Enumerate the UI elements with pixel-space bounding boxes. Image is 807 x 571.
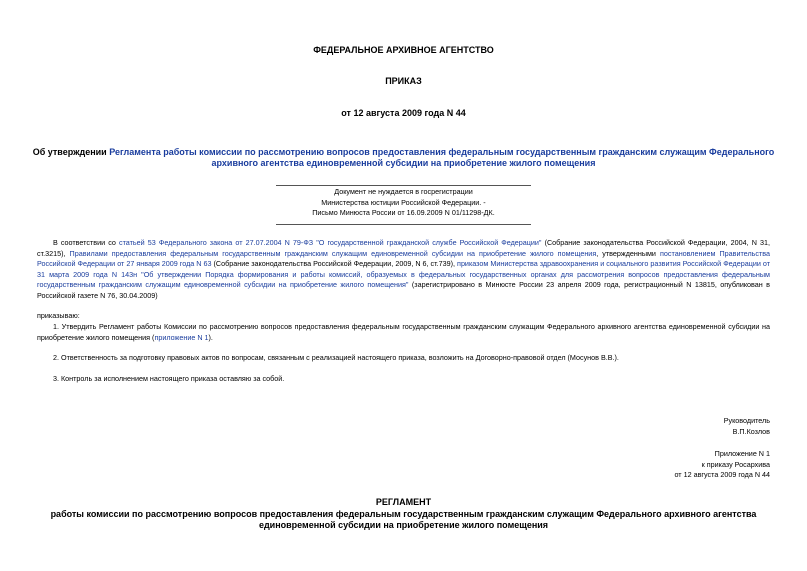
order-item-text: 1. Утвердить Регламент работы Комиссии по рассмотрению вопросов предоставления федеральным государственным гражданским служащим Федерального архивного агентства единовременной субсидии на приобретение жилого помещения ( [37, 322, 770, 342]
order-item-1 [37, 322, 770, 343]
preamble-text: , утвержденными [596, 248, 660, 258]
title-prefix: Об утверждении [32, 147, 110, 157]
order-item-3: 3. Контроль за исполнением настоящего приказа оставляю за собой. [53, 374, 285, 383]
preamble-text: (зарегистрировано в Минюсте России 23 апреля 2009 года, регистрационный N 13815, опубликован в Российской газете N 76, 30.04.2009) [37, 280, 770, 300]
appendix-ref-line: от 12 августа 2009 года N 44 [674, 470, 770, 479]
signature-block [724, 416, 770, 437]
preamble-text: В соответствии со [53, 238, 119, 247]
preamble-text: (Собрание законодательства Российской Федерации, 2004, N 31, ст.3215), [37, 238, 770, 258]
law-article-link[interactable]: статьей 53 Федерального закона от 27.07.2004 N 79-ФЗ "О государственной гражданской службе Российской Федерации" [118, 238, 542, 247]
order-word: приказываю: [37, 311, 80, 320]
agency-name: ФЕДЕРАЛЬНОЕ АРХИВНОЕ АГЕНТСТВО [313, 45, 494, 55]
signature-name: В.П.Козлов [732, 426, 770, 436]
regulation-heading: РЕГЛАМЕНТ [375, 497, 432, 507]
doc-date-number: от 12 августа 2009 года N 44 [341, 108, 466, 118]
registration-note-line: Документ не нуждается в госрегистрации [334, 187, 473, 196]
order-item-text: ). [208, 332, 213, 342]
doc-type: ПРИКАЗ [385, 76, 422, 86]
registration-note [0, 187, 807, 219]
government-decree-link[interactable]: постановлением Правительства Российской Федерации от 27 января 2009 года N 63 [37, 248, 771, 268]
registration-note-line: Письмо Минюста России от 16.09.2009 N 01/11298-ДК. [312, 208, 495, 217]
appendix-ref-line: к приказу Росархива [701, 459, 770, 469]
doc-title [30, 147, 777, 169]
ministry-order-link[interactable]: приказом Министерства здравоохранения и социального развития Российской Федерации от 31 марта 2009 года N 143н "Об утверждении Порядка формирования и работы комиссий, образуемых в федеральных государственных органах для рассмотрения вопросов предоставления федеральным государственным гражданским служащим единовременной субсидии на приобретение жилого помещения" [37, 259, 771, 289]
appendix-reference [674, 449, 770, 481]
order-item-2: 2. Ответственность за подготовку правовых актов по вопросам, связанным с реализацией настоящего приказа, возложить на Договорно-правовой отдел (Мосунов В.В.). [53, 353, 619, 362]
title-regulation-link[interactable]: Регламента работы комиссии по рассмотрению вопросов предоставления федеральным государственным гражданским служащим Федерального архивного агентства единовременной субсидии на приобретение жилого помещения [109, 147, 775, 168]
appendix-link[interactable]: приложение N 1 [154, 332, 209, 342]
preamble-paragraph [37, 238, 770, 301]
divider-bottom [276, 224, 531, 225]
registration-note-line: Министерства юстиции Российской Федерации. - [321, 197, 486, 207]
regulation-subtitle: работы комиссии по рассмотрению вопросов предоставления федеральным государственным гражданским служащим Федерального архивного агентства единовременной субсидии на приобретение жилого помещения [50, 509, 757, 530]
signature-role: Руководитель [723, 416, 770, 425]
divider-top [276, 185, 531, 186]
appendix-ref-line: Приложение N 1 [714, 449, 770, 458]
preamble-text: (Собрание законодательства Российской Федерации, 2009, N 6, ст.739), [211, 259, 458, 268]
rules-link[interactable]: Правилами предоставления федеральным государственным гражданским служащим единовременной субсидии на приобретение жилого помещения [69, 248, 597, 258]
